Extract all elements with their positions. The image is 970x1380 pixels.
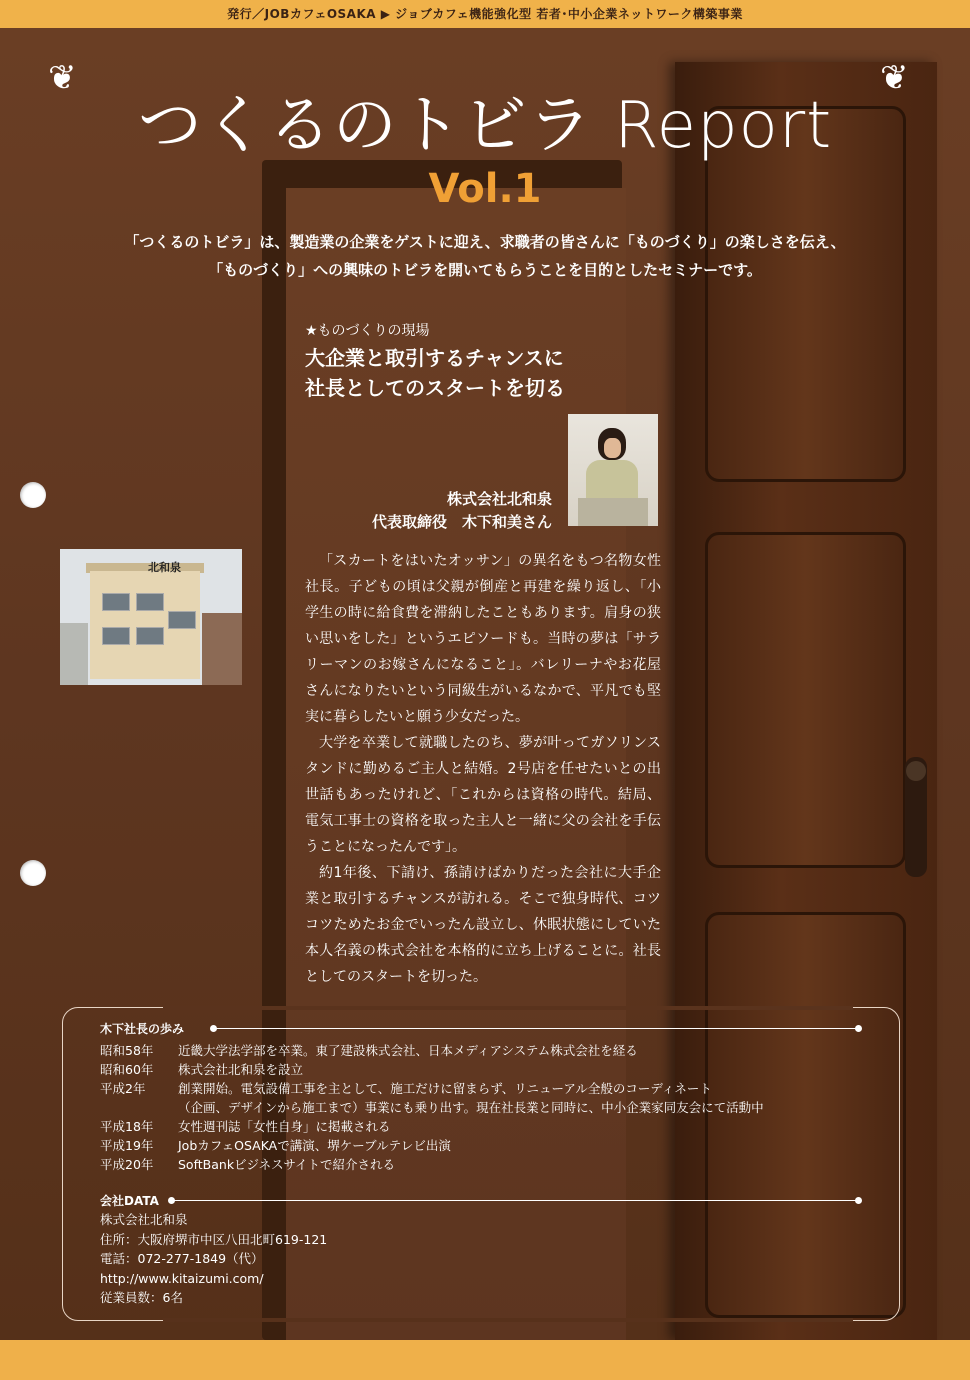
- publisher-bar: [0, 0, 970, 28]
- history-year: 平成18年: [100, 1119, 154, 1134]
- company-data-title: 会社DATA: [100, 1194, 159, 1208]
- building-neighbor-right: [202, 613, 242, 685]
- company-name: 株式会社北和泉: [446, 490, 552, 508]
- building-neighbor-left: [60, 623, 88, 685]
- publisher-text: 発行／JOBカフェOSAKA ▶ ジョブカフェ機能強化型 若者･中小企業ネットワーク構築事業: [227, 7, 743, 21]
- punch-hole-icon: [20, 482, 46, 508]
- history-desc: （企画、デザインから施工まで）事業にも乗り出す。現在社長業と同時に、中小企業家同友会にて活動中: [178, 1100, 764, 1115]
- speaker-podium: [578, 498, 648, 526]
- speaker-caption: [300, 488, 552, 534]
- volume-label: Vol.1: [428, 166, 542, 212]
- building-window: [102, 593, 130, 611]
- article-body: [305, 548, 661, 990]
- intro-line-2: 「ものづくり」への興味のトビラを開いてもらうことを目的としたセミナーです。: [208, 261, 762, 279]
- headline-line-2: 社長としてのスタートを切る: [305, 376, 565, 400]
- speaker-photo: [568, 414, 658, 526]
- article-paragraph-2: 大学を卒業して就職したのち、夢が叶ってガソリンスタンドに勤めるご主人と結婚。2号店を任せたいとの出世話もあったけれど、「これからは資格の時代。結局、電気工事士の資格を取った主人と一緒に父の会社を手伝うことになったんです」。: [305, 735, 661, 855]
- history-row: [100, 1041, 880, 1060]
- history-row: [100, 1060, 880, 1079]
- history-desc: JobカフェOSAKAで講演、堺ケーブルテレビ出演: [178, 1138, 451, 1153]
- history-row: [100, 1155, 880, 1174]
- bullet-dot-icon: [855, 1025, 862, 1032]
- history-desc: SoftBankビジネスサイトで紹介される: [178, 1157, 396, 1172]
- door-knob-icon: [905, 757, 927, 877]
- building-window: [168, 611, 196, 629]
- headline: [305, 343, 635, 403]
- history-year: 平成20年: [100, 1157, 154, 1172]
- history-desc: 株式会社北和泉を設立: [178, 1062, 304, 1077]
- building-window: [136, 627, 164, 645]
- page-title: つくるのトビラ Report: [137, 89, 833, 163]
- page: [0, 28, 970, 1340]
- box-border-gap-top: [163, 1006, 853, 1010]
- section-label: ★ものづくりの現場: [305, 323, 430, 339]
- history-title: 木下社長の歩み: [100, 1022, 185, 1036]
- company-address: 住所：大阪府堺市中区八田北町619-121: [100, 1231, 328, 1247]
- history-row: [100, 1079, 880, 1098]
- building-photo: [60, 549, 242, 685]
- ornament-right-icon: ❦: [880, 58, 909, 98]
- intro: [60, 228, 910, 284]
- article-paragraph-3: 約1年後、下請け、孫請けばかりだった会社に大手企業と取引するチャンスが訪れる。そこで独身時代、コツコツためたお金でいったん設立し、休眠状態にしていた本人名義の株式会社を本格的に立ち上げることに。社長としてのスタートを切った。: [305, 865, 661, 985]
- punch-hole-icon: [20, 860, 46, 886]
- history-year: [100, 1098, 178, 1117]
- door-panel-middle: [705, 532, 906, 868]
- history-desc: 創業開始。電気設備工事を主として、施工だけに留まらず、リニューアル全般のコーディネート: [178, 1081, 712, 1096]
- history-row: [100, 1117, 880, 1136]
- speaker-face: [604, 438, 621, 458]
- history-year: 平成2年: [100, 1081, 146, 1096]
- building-main: [90, 571, 200, 679]
- bullet-dot-icon: [855, 1197, 862, 1204]
- masthead: [50, 76, 920, 176]
- history-year: 平成19年: [100, 1138, 154, 1153]
- company-data-name: 株式会社北和泉: [100, 1212, 188, 1227]
- footer-band: [0, 1340, 970, 1380]
- headline-line-1: 大企業と取引するチャンスに: [305, 346, 564, 370]
- history-year: 昭和58年: [100, 1043, 154, 1058]
- building-window: [136, 593, 164, 611]
- company-url-link[interactable]: http://www.kitaizumi.com/: [100, 1270, 264, 1286]
- company-data: [100, 1210, 600, 1308]
- history-row: [100, 1098, 880, 1117]
- company-employees: 従業員数：6名: [100, 1290, 183, 1305]
- history-divider: [212, 1028, 858, 1029]
- company-phone: 電話：072-277-1849（代）: [100, 1251, 264, 1266]
- company-divider: [170, 1200, 858, 1201]
- building-sign: 北和泉: [148, 561, 181, 574]
- history-desc: 女性週刊誌「女性自身」に掲載される: [178, 1119, 391, 1134]
- speaker-title: 代表取締役 木下和美さん: [371, 513, 552, 531]
- intro-line-1: 「つくるのトビラ」は、製造業の企業をゲストに迎え、求職者の皆さんに「ものづくり」の楽しさを伝え、: [124, 233, 846, 251]
- history-year: 昭和60年: [100, 1062, 154, 1077]
- history-row: [100, 1136, 880, 1155]
- article-paragraph-1: 「スカートをはいたオッサン」の異名をもつ名物女性社長。子どもの頃は父親が倒産と再建を繰り返し、「小学生の時に給食費を滞納したこともあります。肩身の狭い思いをした」というエピソードも。当時の夢は「サラリーマンのお嫁さんになること」。バレリーナやお花屋さんになりたいという同級生がいるなかで、平凡でも堅実に暮らしたいと願う少女だった。: [305, 553, 661, 725]
- history-desc: 近畿大学法学部を卒業。東了建設株式会社、日本メディアシステム株式会社を経る: [178, 1043, 638, 1058]
- box-border-gap-bottom: [163, 1318, 853, 1322]
- building-window: [102, 627, 130, 645]
- history-list: [100, 1041, 880, 1174]
- ornament-left-icon: ❦: [48, 58, 77, 98]
